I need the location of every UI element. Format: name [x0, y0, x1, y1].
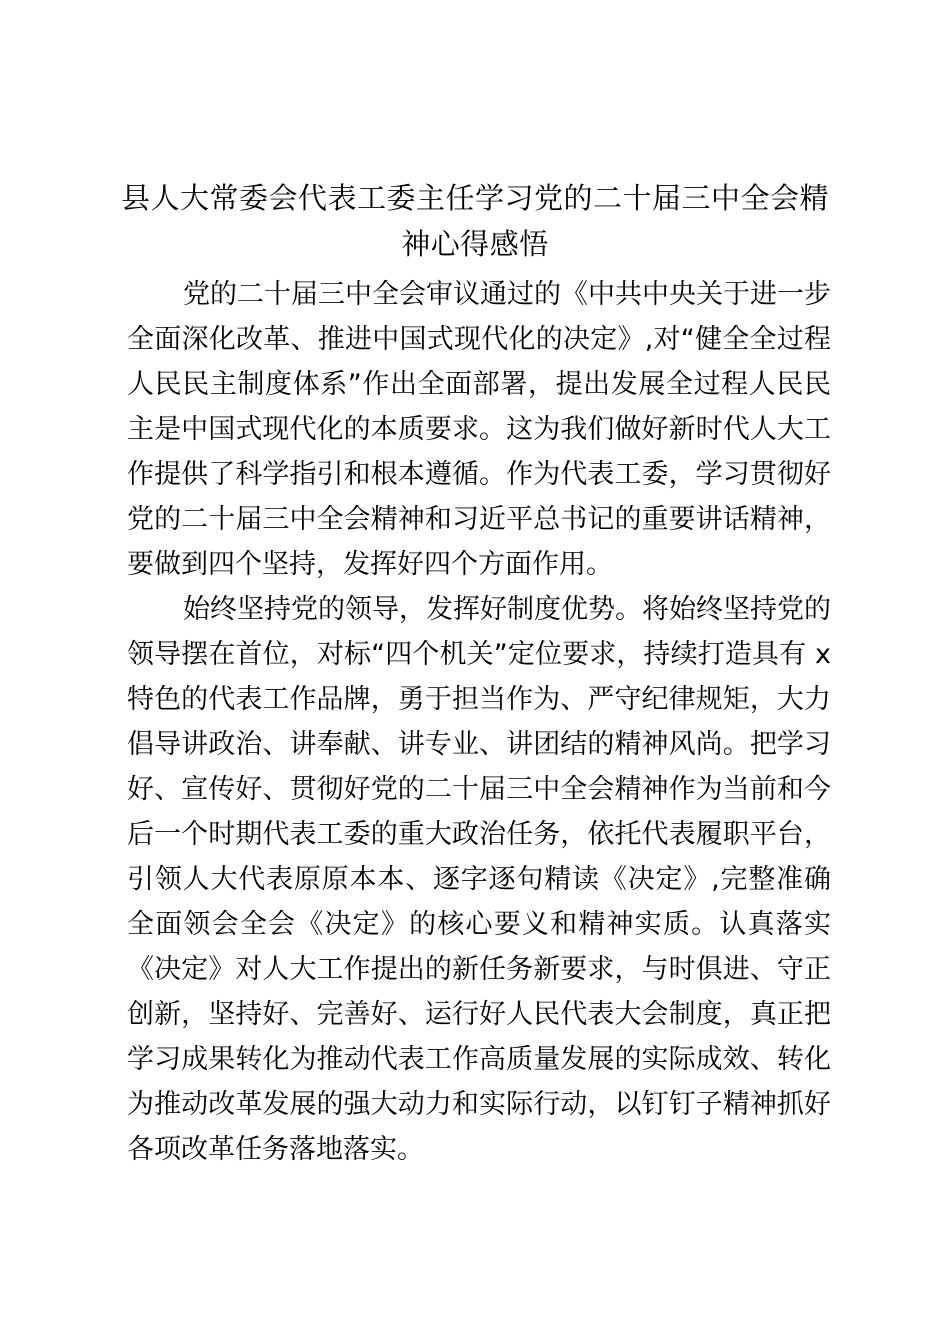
paragraph-intro: 党的二十届三中全会审议通过的《中共中央关于进一步全面深化改革、推进中国式现代化的决定》,对“健全全过程人民民主制度体系”作出全面部署，提出发展全过程人民民主是中国式现代化的本质要求。这为我们做好新时代人大工作提供了科学指引和根本遵循。作为代表工委，学习贯彻好党的二十届三中全会精神和习近平总书记的重要讲话精神，要做到四个坚持，发挥好四个方面作用。 — [127, 279, 831, 580]
paragraph-party-leadership: 始终坚持党的领导，发挥好制度优势。将始终坚持党的领导摆在首位，对标“四个机关”定位要求，持续打造具有 x 特色的代表工作品牌，勇于担当作为、严守纪律规矩，大力倡导讲政治、讲奉献、讲专业、讲团结的精神风尚。把学习好、宣传好、贯彻好党的二十届三中全会精神作为当前和今后一个时期代表工委的重大政治任务，依托代表履职平台，引领人大代表原原本本、逐字逐句精读《决定》,完整准确全面领会全会《决定》的核心要义和精神实质。认真落实《决定》对人大工作提出的新任务新要求，与时俱进、守正创新，坚持好、完善好、运行好人民代表大会制度，真正把学习成果转化为推动代表工作高质量发展的实际成效、转化为推动改革发展的强大动力和实际行动，以钉钉子精神抓好各项改革任务落地落实。 — [127, 594, 831, 1165]
document-title: 县人大常委会代表工委主任学习党的二十届三中全会精神心得感悟 — [120, 181, 829, 261]
document-body — [127, 272, 831, 1172]
